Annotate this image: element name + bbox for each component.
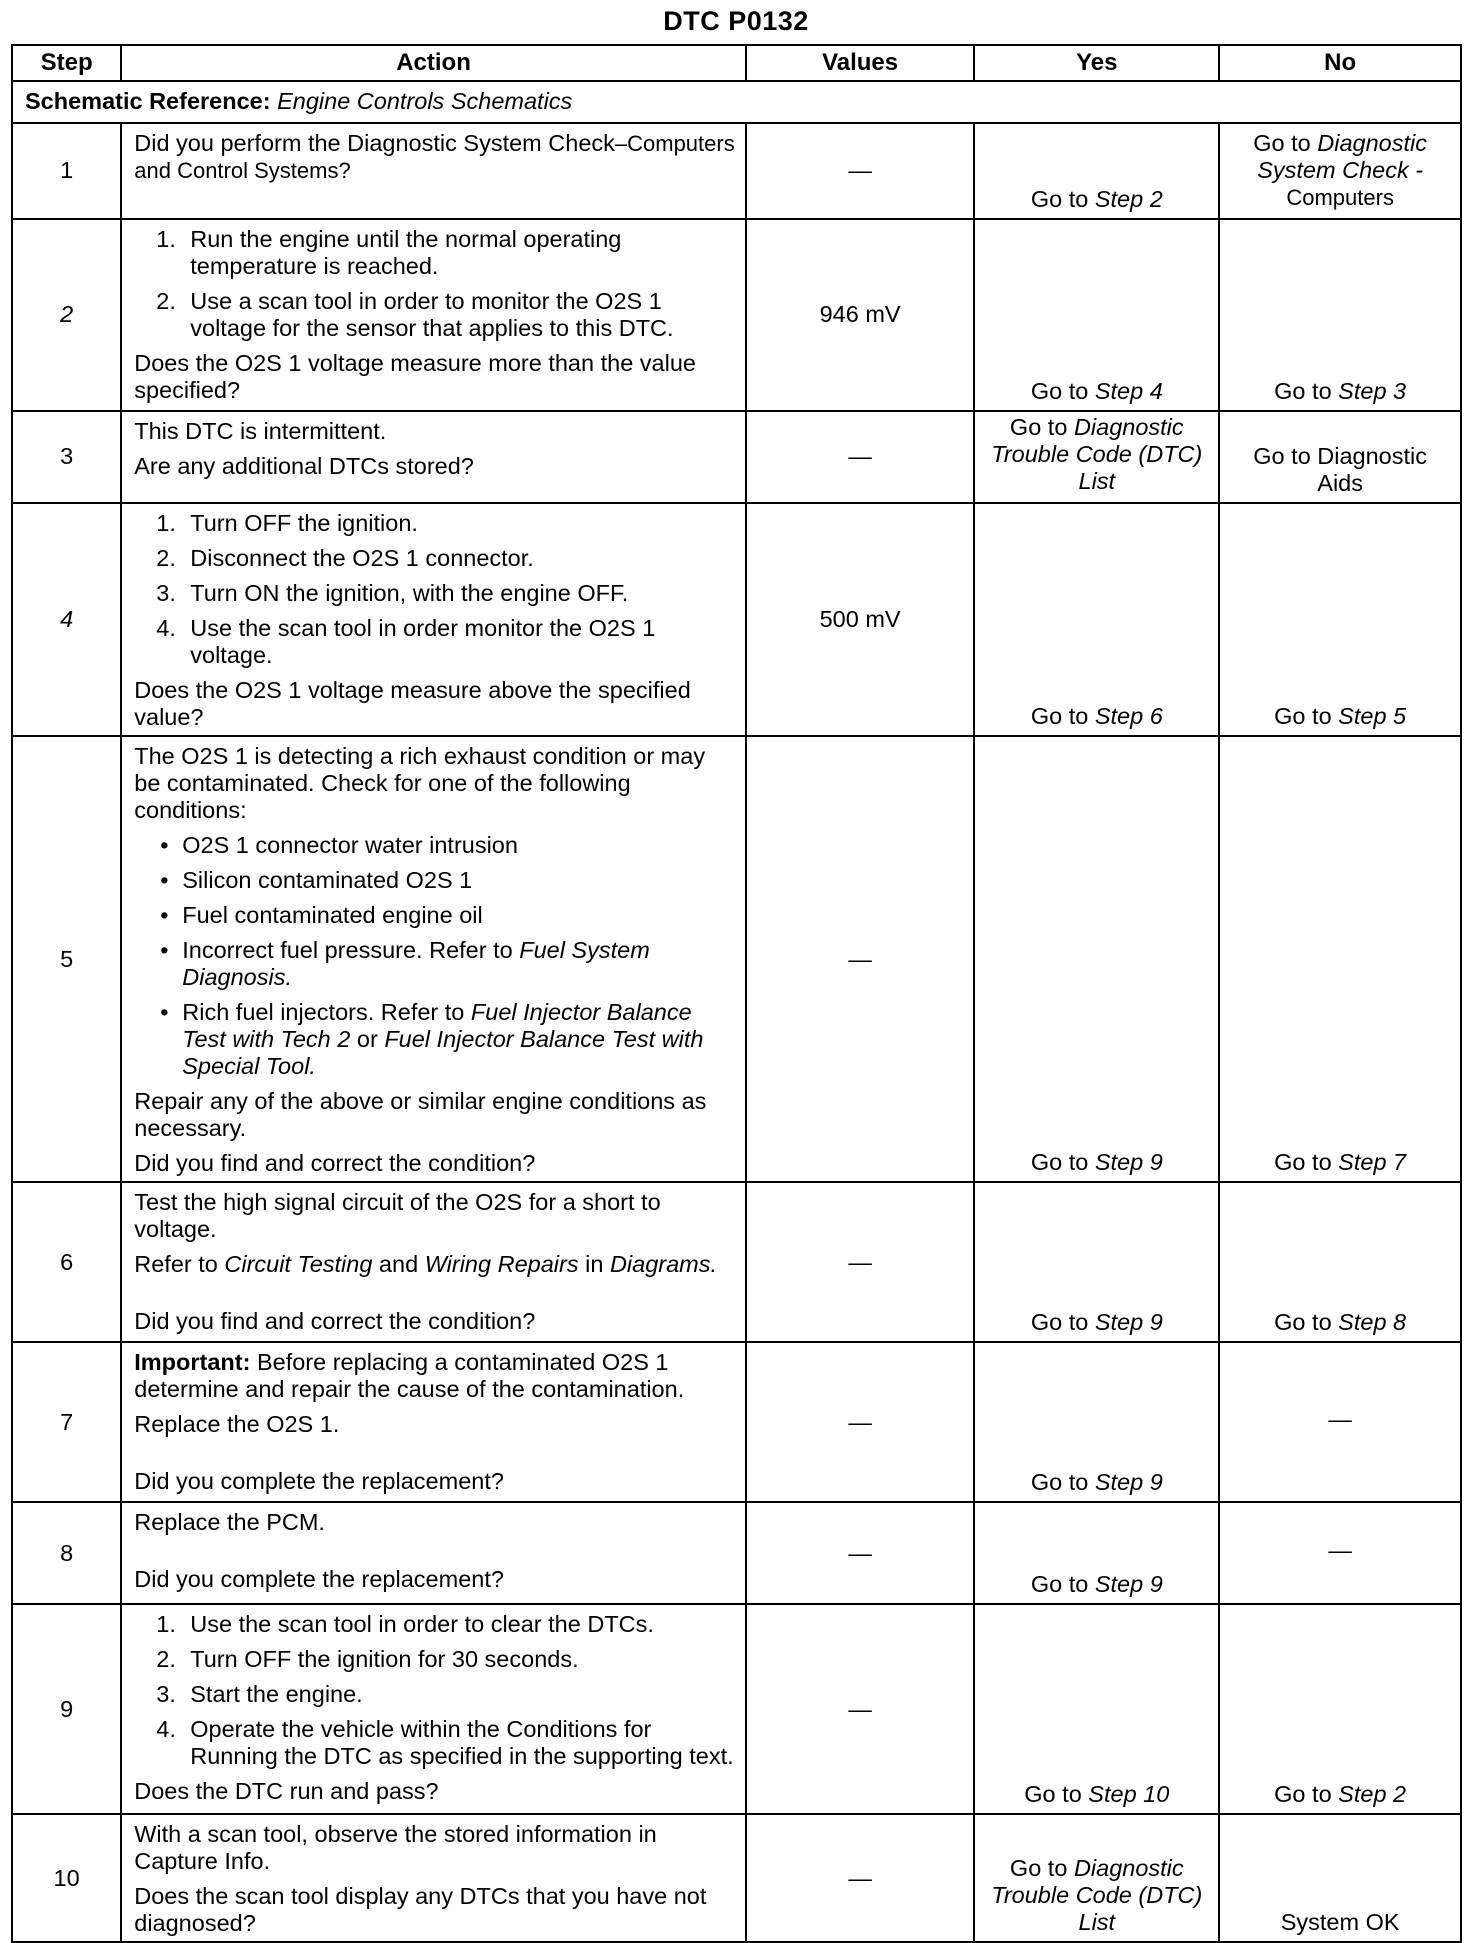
important-note [134,1349,735,1403]
value-cell [746,1342,974,1502]
list-item [134,832,735,859]
action-cell [121,123,746,219]
no-prefix: Go to [1274,703,1339,730]
dash: — [848,1864,872,1891]
action-cell [121,1814,746,1942]
no-link[interactable]: Step 7 [1338,1149,1407,1176]
bullet: • [160,832,169,859]
no-cell [1219,736,1461,1182]
text-part: Refer to [134,1251,225,1278]
action-text: The O2S 1 is detecting a rich exhaust condition or may be contaminated. Check for one of the following conditions: [134,743,706,824]
yes-cell [974,736,1219,1182]
value-cell [746,1502,974,1604]
schematic-reference-row [12,81,1461,123]
dash: — [848,1408,872,1435]
question: Did you find and correct the condition? [134,1150,536,1177]
item-text: Use the scan tool in order monitor the O2S 1 voltage. [190,615,656,669]
action-text: Replace the O2S 1. [134,1411,340,1438]
reference-link[interactable]: Engine Controls Schematics [277,88,573,115]
no-cell [1219,219,1461,411]
action-text [134,1251,735,1278]
step-item [134,1716,735,1770]
table-row [12,1182,1461,1342]
item-text: Fuel contaminated engine oil [182,902,483,929]
item-text: Turn OFF the ignition for 30 seconds. [190,1646,579,1673]
dash: — [848,443,872,470]
yes-link[interactable]: Step 10 [1088,1781,1170,1808]
dash: — [848,1695,872,1722]
table-row [12,1604,1461,1814]
step-item [134,615,735,669]
no-cell [1219,1182,1461,1342]
dtc-table [11,44,1462,1943]
yes-prefix: Go to [1024,1781,1089,1808]
yes-prefix: Go to [1030,1571,1095,1598]
no-link[interactable]: Step 3 [1338,377,1407,404]
item-text: Silicon contaminated O2S 1 [182,867,473,894]
item-number: 2. [156,1646,176,1673]
text-part: in [578,1251,610,1278]
yes-link[interactable]: Step 6 [1094,703,1163,730]
yes-prefix: Go to [1030,703,1095,730]
step-item [134,510,735,537]
header-row [12,45,1461,81]
list-item [134,999,735,1080]
table-row [12,1342,1461,1502]
table-row [12,411,1461,503]
no-cell: System OK [1219,1814,1461,1942]
header-no: No [1219,45,1461,81]
item-text: Start the engine. [190,1681,363,1708]
action-text: Test the high signal circuit of the O2S for a short to voltage. [134,1189,661,1243]
no-cell [1219,1604,1461,1814]
spacer [134,1544,735,1566]
table-row [12,1814,1461,1942]
item-text: Run the engine until the normal operating temperature is reached. [190,226,622,280]
yes-prefix: Go to [1009,1855,1074,1882]
no-link[interactable]: Step 5 [1338,703,1407,730]
item-text: Use the scan tool in order to clear the DTCs. [190,1611,654,1638]
steps-list [134,1611,735,1770]
important-label: Important: [134,1349,251,1376]
action-cell [121,1182,746,1342]
step-number: 7 [12,1342,121,1502]
table-row [12,1502,1461,1604]
table-row [12,219,1461,411]
important-text: Before replacing a contaminated O2S 1 determine and repair the cause of the contamination. [134,1349,685,1403]
step-item [134,226,735,280]
table-row [12,503,1461,736]
no-link[interactable]: Step 2 [1338,1781,1407,1808]
dash: — [848,1248,872,1275]
no-prefix: Go to [1274,377,1339,404]
step-number: 1 [12,123,121,219]
step-item [134,1681,735,1708]
action-cell [121,1604,746,1814]
action-cell [121,1342,746,1502]
value-cell [746,1604,974,1814]
yes-cell [974,1182,1219,1342]
action-cell [121,411,746,503]
list-item [134,902,735,929]
yes-cell [974,503,1219,736]
reference-link[interactable]: Diagrams. [609,1251,718,1278]
item-text: Incorrect fuel pressure. Refer to [182,937,520,964]
yes-cell [974,1502,1219,1604]
question-cont: –Computers and Control Systems? [134,131,735,184]
question: Does the O2S 1 voltage measure above the specified value? [134,677,691,731]
table-row [12,736,1461,1182]
item-text: Turn OFF the ignition. [190,510,418,536]
bullet: • [160,867,169,894]
yes-prefix: Go to [1030,1469,1095,1496]
text-part: and [372,1251,425,1278]
dash: — [848,1539,872,1566]
question: Did you find and correct the condition? [134,1308,536,1335]
yes-cell [974,1814,1219,1942]
dash: — [1328,1406,1352,1433]
no-link[interactable]: Diagnostic System Check - [1257,130,1428,184]
no-prefix: Go to [1253,130,1318,156]
action-cell [121,503,746,736]
question: Does the scan tool display any DTCs that you have not diagnosed? [134,1883,707,1937]
yes-cell [974,1604,1219,1814]
action-text: Replace the PCM. [134,1509,325,1536]
dash: — [1328,1537,1352,1564]
step-number: 8 [12,1502,121,1604]
item-number: 1. [156,226,176,252]
list-item [134,937,735,991]
conditions-list [134,832,735,1080]
item-number: 3. [156,1681,176,1708]
item-text: Use a scan tool in order to monitor the O2S 1 voltage for the sensor that applies to this DTC. [190,288,674,342]
yes-prefix: Go to [1030,1149,1095,1176]
no-suffix: Computers [1286,185,1394,211]
steps-list [134,226,735,342]
no-prefix: Go to [1274,1149,1339,1176]
bullet: • [160,902,169,929]
list-item [134,867,735,894]
step-number: 5 [12,736,121,1182]
yes-cell [974,411,1219,503]
action-cell [121,1502,746,1604]
spacer [134,1286,735,1308]
yes-link[interactable]: Diagnostic Trouble Code (DTC) List [991,413,1203,494]
yes-link[interactable]: Diagnostic Trouble Code (DTC) List [991,1855,1203,1936]
yes-prefix: Go to [1030,377,1095,404]
header-step: Step [12,45,121,81]
no-cell[interactable]: Go to Diagnostic Aids [1219,411,1461,503]
question: Does the O2S 1 voltage measure more than the value specified? [134,350,696,404]
item-number: 2. [156,545,176,572]
step-item [134,545,735,572]
table-row [12,123,1461,219]
yes-cell [974,1342,1219,1502]
steps-list [134,510,735,669]
value-cell [746,1814,974,1942]
item-number: 3. [156,580,176,607]
item-text: Disconnect the O2S 1 connector. [190,545,534,572]
reference-link[interactable]: Circuit Testing [224,1251,373,1278]
step-number: 3 [12,411,121,503]
step-number: 6 [12,1182,121,1342]
question: Did you perform the Diagnostic System Check [134,130,615,156]
action-cell [121,219,746,411]
step-number: 4 [12,503,121,736]
item-number: 4. [156,615,176,642]
no-cell [1219,123,1461,219]
step-item [134,580,735,607]
step-item [134,1611,735,1638]
yes-link[interactable]: Step 9 [1094,1469,1163,1496]
spacer [134,1446,735,1468]
item-text: O2S 1 connector water intrusion [182,832,518,859]
page-title: DTC P0132 [663,6,809,36]
dash: — [848,157,872,184]
reference-link[interactable]: Fuel System Diagnosis. [182,937,650,991]
step-number: 2 [12,219,121,411]
schematic-reference [12,81,1461,123]
item-text: or [350,1026,385,1053]
yes-link[interactable]: Step 9 [1094,1309,1163,1336]
yes-prefix: Go to [1030,185,1095,212]
question: Does the DTC run and pass? [134,1778,439,1805]
action-text: This DTC is intermittent. [134,418,387,444]
question: Are any additional DTCs stored? [134,453,474,480]
action-cell [121,736,746,1182]
yes-link[interactable]: Step 4 [1094,377,1163,404]
yes-cell [974,219,1219,411]
no-cell [1219,1502,1461,1604]
yes-prefix: Go to [1009,413,1074,440]
item-text: Operate the vehicle within the Conditions for Running the DTC as specified in the supporting text. [190,1716,734,1770]
header-action: Action [121,45,746,81]
yes-link[interactable]: Step 2 [1094,185,1163,212]
value-cell: 500 mV [746,503,974,736]
item-number: 1. [156,510,176,536]
step-item [134,1646,735,1673]
item-number: 4. [156,1716,176,1743]
value-cell [746,411,974,503]
step-number: 9 [12,1604,121,1814]
no-cell [1219,503,1461,736]
item-number: 1. [156,1611,176,1638]
no-prefix: Go to [1274,1781,1339,1808]
yes-link[interactable]: Step 9 [1094,1571,1163,1598]
no-cell [1219,1342,1461,1502]
yes-prefix: Go to [1030,1309,1095,1336]
action-text: With a scan tool, observe the stored information in Capture Info. [134,1821,657,1875]
header-yes: Yes [974,45,1219,81]
item-number: 2. [156,288,176,315]
no-link[interactable]: Step 8 [1338,1309,1407,1336]
reference-link[interactable]: Fuel Injector Balance Test with Special Tool. [182,1026,704,1080]
value-cell [746,736,974,1182]
header-values: Values [746,45,974,81]
step-item [134,288,735,342]
yes-cell [974,123,1219,219]
value-cell [746,1182,974,1342]
item-text: Turn ON the ignition, with the engine OFF. [190,580,629,607]
value-cell [746,123,974,219]
value-cell: 946 mV [746,219,974,411]
reference-link[interactable]: Wiring Repairs [424,1251,579,1278]
step-number: 10 [12,1814,121,1942]
item-text: Rich fuel injectors. Refer to [182,999,471,1026]
no-prefix: Go to [1274,1309,1339,1336]
question: Did you complete the replacement? [134,1566,504,1593]
dash: — [848,945,872,972]
bullet: • [160,937,169,964]
question: Did you complete the replacement? [134,1468,504,1495]
yes-link[interactable]: Step 9 [1094,1149,1163,1176]
reference-link[interactable]: Fuel Injector Balance Test with Tech 2 [182,999,692,1053]
bullet: • [160,999,169,1026]
reference-label: Schematic Reference: [25,88,271,115]
action-text: Repair any of the above or similar engine conditions as necessary. [134,1088,707,1142]
